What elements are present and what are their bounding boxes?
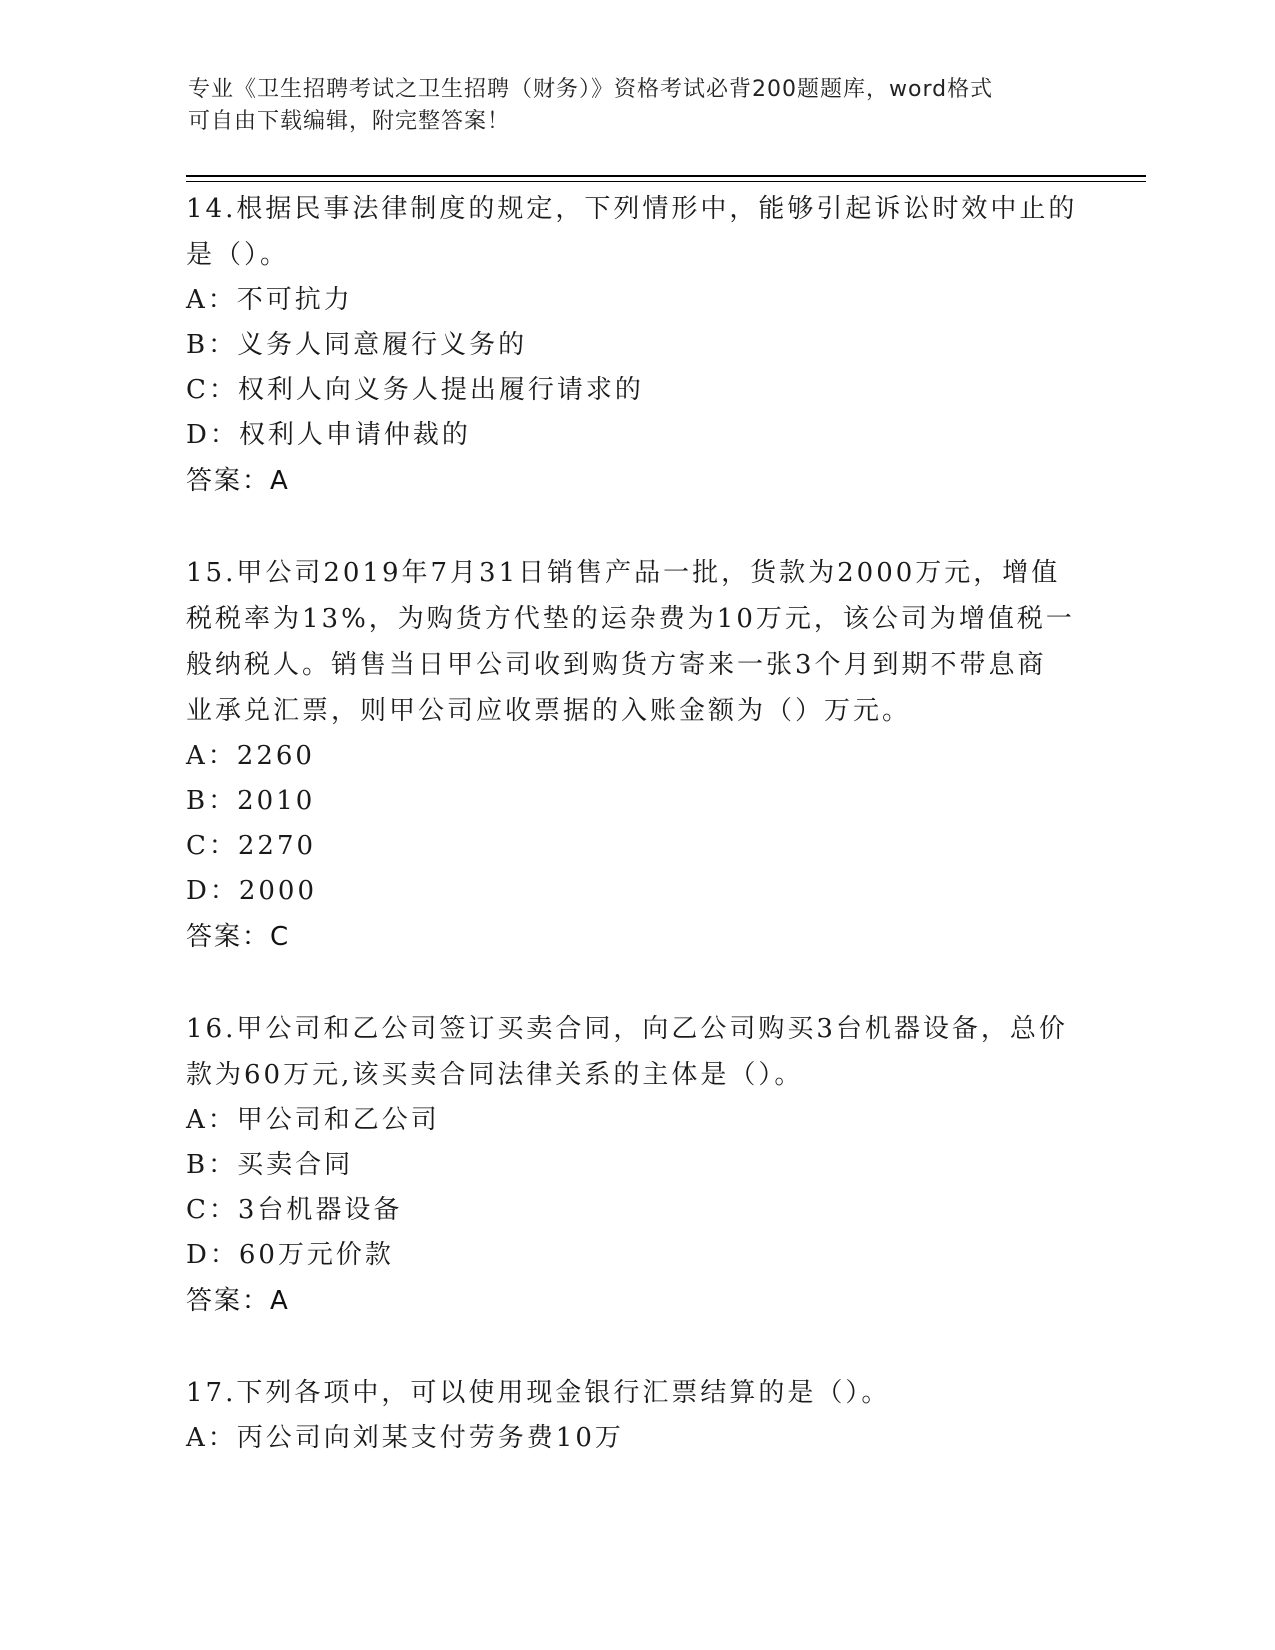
question-16: [186, 1006, 1086, 1324]
question-stem-line: 般纳税人。销售当日甲公司收到购货方寄来一张3个月到期不带息商: [186, 650, 1047, 680]
option-c: C：3台机器设备: [186, 1195, 403, 1225]
question-stem-line: 14.根据民事法律制度的规定，下列情形中，能够引起诉讼时效中止的: [186, 194, 1078, 224]
document-header: [188, 74, 1068, 138]
header-divider-thin: [186, 181, 1146, 182]
answer: 答案：C: [186, 922, 291, 952]
question-stem-line: 16.甲公司和乙公司签订买卖合同，向乙公司购买3台机器设备，总价: [186, 1014, 1068, 1044]
answer: 答案：A: [186, 466, 290, 496]
header-line: 可自由下载编辑，附完整答案！: [188, 109, 511, 134]
option-b: B：义务人同意履行义务的: [186, 330, 528, 360]
question-17: [186, 1370, 1086, 1461]
question-stem-line: 15.甲公司2019年7月31日销售产品一批，货款为2000万元，增值: [186, 558, 1061, 588]
question-stem-line: 17.下列各项中，可以使用现金银行汇票结算的是（）。: [186, 1378, 891, 1408]
question-stem-line: 税税率为13%，为购货方代垫的运杂费为10万元，该公司为增值税一: [186, 604, 1075, 634]
option-a: A：丙公司向刘某支付劳务费10万: [186, 1423, 624, 1453]
option-a: A：甲公司和乙公司: [186, 1105, 440, 1135]
answer: 答案：A: [186, 1286, 290, 1316]
header-divider-thick: [186, 175, 1146, 177]
header-line: 专业《卫生招聘考试之卫生招聘（财务）》资格考试必背200题题库，word格式: [188, 77, 994, 102]
option-a: A：2260: [186, 741, 315, 771]
question-stem-line: 款为60万元,该买卖合同法律关系的主体是（）。: [186, 1060, 804, 1090]
option-a: A：不可抗力: [186, 285, 353, 315]
option-b: B：买卖合同: [186, 1150, 354, 1180]
question-14: [186, 186, 1086, 504]
option-c: C：权利人向义务人提出履行请求的: [186, 375, 644, 405]
option-c: C：2270: [186, 831, 317, 861]
question-list: [186, 186, 1086, 1461]
option-d: D：60万元价款: [186, 1240, 394, 1270]
question-stem-line: 是（）。: [186, 240, 290, 270]
question-15: [186, 550, 1086, 960]
option-d: D：权利人申请仲裁的: [186, 420, 471, 450]
question-stem-line: 业承兑汇票，则甲公司应收票据的入账金额为（）万元。: [186, 696, 912, 726]
option-d: D：2000: [186, 876, 318, 906]
option-b: B：2010: [186, 786, 316, 816]
